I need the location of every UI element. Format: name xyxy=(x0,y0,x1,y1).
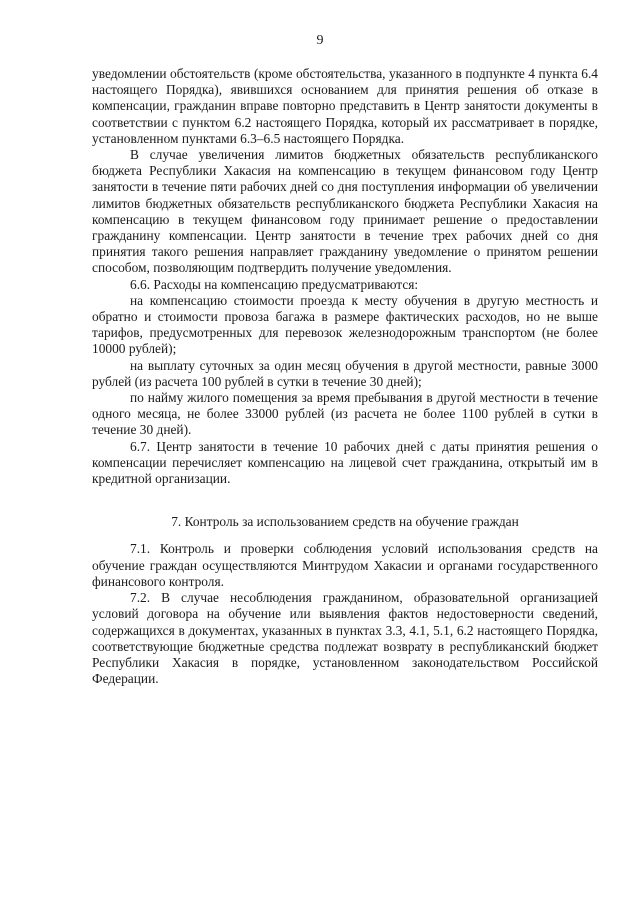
paragraph-housing-costs: по найму жилого помещения за время пребывания в другой местности в течение одного месяца, не более 33000 рублей (из расчета не более 1100 рублей в сутки в течение 30 дней). xyxy=(92,390,598,438)
paragraph-travel-costs: на компенсацию стоимости проезда к месту обучения в другую местность и обратно и стоимости провоза багажа в размере фактических расходов, но не выше тарифов, предусмотренных для перевозок железнодорожным транспортом (не более 10000 рублей); xyxy=(92,292,598,357)
paragraph-7-1: 7.1. Контроль и проверки соблюдения условий использования средств на обучение граждан осуществляются Минтрудом Хакасии и органами государственного финансового контроля. xyxy=(92,541,598,589)
paragraph-7-2: 7.2. В случае несоблюдения гражданином, образовательной организацией условий договора на обучение или выявления фактов недостоверности сведений, содержащихся в документах, указанных в пунктах 3.3, 4.1, 5.1, 6.2 настоящего Порядка, соответствующие бюджетные средства подлежат возврату в республиканский бюджет Республики Хакасия в порядке, установленном законодательством Российской Федерации. xyxy=(92,590,598,687)
paragraph-6-5-continuation: уведомлении обстоятельств (кроме обстоятельства, указанного в подпункте 4 пункта 6.4 настоящего Порядка), явившихся основанием для принятия решения об отказе в компенсации, гражданин вправе повторно представить в Центр занятости документы в соответствии с пунктом 6.2 настоящего Порядка, который их рассматривает в порядке, установленном пунктами 6.3–6.5 настоящего Порядка. xyxy=(92,66,598,146)
paragraph-6-7: 6.7. Центр занятости в течение 10 рабочих дней с даты принятия решения о компенсации перечисляет компенсацию на лицевой счет гражданина, открытый им в кредитной организации. xyxy=(92,438,598,487)
paragraph-daily-allowance: на выплату суточных за один месяц обучения в другой местности, равные 3000 рублей (из расчета 100 рублей в сутки в течение 30 дней); xyxy=(92,357,598,389)
section-7-heading: 7. Контроль за использованием средств на обучение граждан xyxy=(171,514,519,530)
page-number: 9 xyxy=(316,33,324,48)
document-body xyxy=(92,66,598,687)
paragraph-6-6-intro: 6.6. Расходы на компенсацию предусматриваются: xyxy=(130,276,419,292)
paragraph-limits-increase: В случае увеличения лимитов бюджетных обязательств республиканского бюджета Республики Хакасия на компенсацию в текущем финансовом году Центр занятости в течение пяти рабочих дней со дня поступления информации об увеличении лимитов бюджетных обязательств республиканского бюджета Республики Хакасия на компенсацию в текущем финансовом году принимает решение о предоставлении гражданину компенсации. Центр занятости в течение трех рабочих дней со дня принятия такого решения направляет гражданину уведомление о принятом решении способом, позволяющим подтвердить получение уведомления. xyxy=(92,147,598,276)
